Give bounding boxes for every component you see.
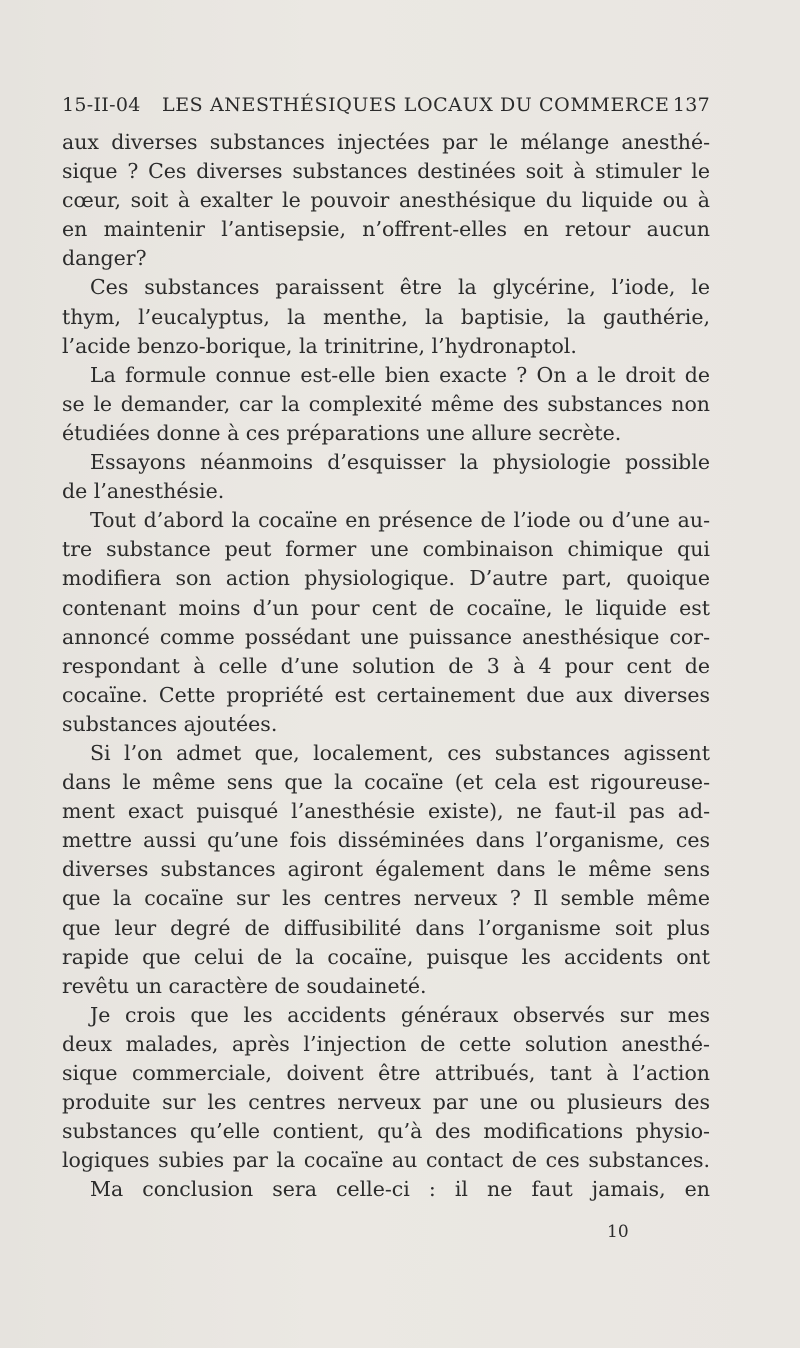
- text-line: thym, l’eucalyptus, la menthe, la baptisie, la gauthérie,: [62, 304, 710, 329]
- text-line: respondant à celle d’une solution de 3 à 4 pour cent de: [62, 653, 710, 678]
- text-line: de l’anesthésie.: [62, 479, 225, 504]
- text-line: sique ? Ces diverses substances destinées soit à stimuler le: [62, 159, 710, 184]
- text-line: ment exact puisqué l’anesthésie existe), ne faut-il pas ad-: [62, 799, 710, 824]
- text-line: se le demander, car la complexité même des substances non: [62, 391, 710, 416]
- text-line: Ma conclusion sera celle-ci : il ne faut jamais, en: [90, 1177, 710, 1202]
- running-header: [62, 94, 710, 122]
- text-line: logiques subies par la cocaïne au contact de ces substances.: [62, 1148, 710, 1173]
- text-line: Si l’on admet que, localement, ces substances agissent: [90, 740, 710, 765]
- text-line: dans le même sens que la cocaïne (et cela est rigoureuse-: [62, 770, 710, 795]
- text-line: rapide que celui de la cocaïne, puisque les accidents ont: [62, 944, 710, 969]
- text-line: annoncé comme possédant une puissance anesthésique cor-: [62, 624, 710, 649]
- text-line: diverses substances agiront également dans le même sens: [62, 857, 710, 882]
- text-line: en maintenir l’antisepsie, n’offrent-elles en retour aucun: [62, 217, 710, 242]
- text-line: contenant moins d’un pour cent de cocaïne, le liquide est: [62, 595, 710, 620]
- text-line: La formule connue est-elle bien exacte ? On a le droit de: [90, 362, 710, 387]
- text-line: étudiées donne à ces préparations une allure secrète.: [62, 420, 622, 445]
- text-line: modifiera son action physiologique. D’autre part, quoique: [62, 566, 710, 591]
- text-line: danger?: [62, 246, 147, 271]
- text-line: cocaïne. Cette propriété est certainement due aux diverses: [62, 682, 710, 707]
- text-line: tre substance peut former une combinaison chimique qui: [62, 537, 710, 562]
- header-title: LES ANESTHÉSIQUES LOCAUX DU COMMERCE: [162, 94, 670, 116]
- body-text: [62, 128, 710, 1204]
- header-date: 15-II-04: [62, 94, 141, 116]
- text-line: revêtu un caractère de soudaineté.: [62, 973, 427, 998]
- text-line: substances qu’elle contient, qu’à des modifications physio-: [62, 1119, 710, 1144]
- text-line: deux malades, après l’injection de cette solution anesthé-: [62, 1031, 710, 1056]
- text-line: que leur degré de diffusibilité dans l’organisme soit plus: [62, 915, 710, 940]
- text-line: Je crois que les accidents généraux observés sur mes: [90, 1002, 710, 1027]
- signature-mark: 10: [607, 1222, 629, 1242]
- text-line: substances ajoutées.: [62, 711, 278, 736]
- text-line: que la cocaïne sur les centres nerveux ? Il semble même: [62, 886, 710, 911]
- text-line: Ces substances paraissent être la glycérine, l’iode, le: [90, 275, 710, 300]
- page-number: 137: [672, 94, 710, 116]
- text-line: Essayons néanmoins d’esquisser la physiologie possible: [90, 450, 710, 475]
- text-line: produite sur les centres nerveux par une ou plusieurs des: [62, 1090, 710, 1115]
- text-line: mettre aussi qu’une fois disséminées dans l’organisme, ces: [62, 828, 710, 853]
- text-line: Tout d’abord la cocaïne en présence de l’iode ou d’une au-: [90, 508, 710, 533]
- text-line: aux diverses substances injectées par le mélange anesthé-: [62, 130, 710, 154]
- text-line: l’acide benzo-borique, la trinitrine, l’hydronaptol.: [62, 333, 577, 358]
- text-line: cœur, soit à exalter le pouvoir anesthésique du liquide ou à: [62, 188, 710, 213]
- text-line: sique commerciale, doivent être attribués, tant à l’action: [62, 1061, 710, 1085]
